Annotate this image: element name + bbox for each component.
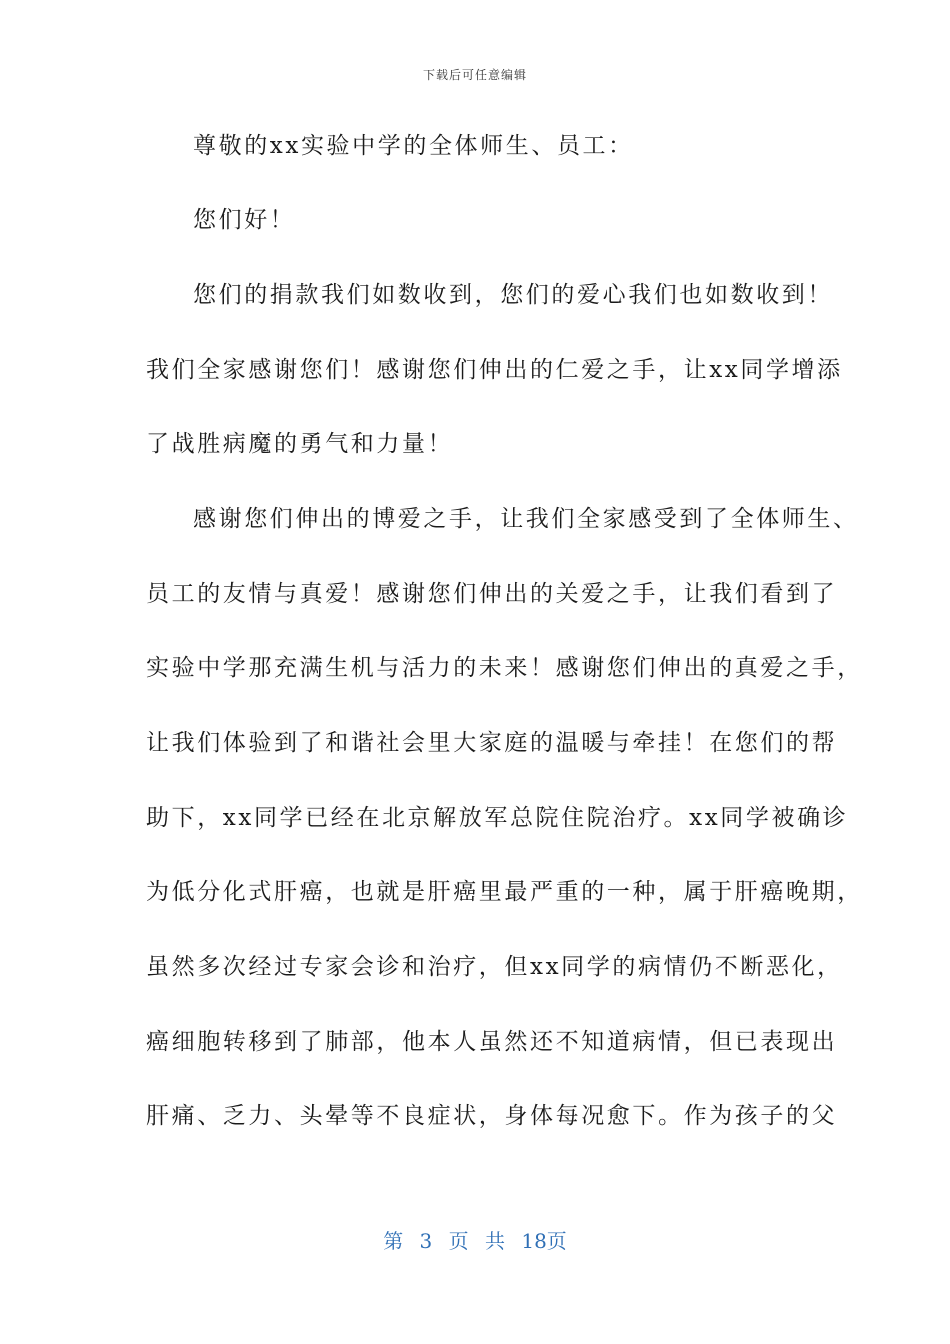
body-line: 实验中学那充满生机与活力的未来！感谢您们伸出的真爱之手， [146, 655, 863, 681]
body-line: 为低分化式肝癌，也就是肝癌里最严重的一种，属于肝癌晚期， [146, 879, 863, 905]
body-line: 让我们体验到了和谐社会里大家庭的温暖与牵挂！在您们的帮 [146, 730, 838, 756]
body-line: 您们的捐款我们如数收到，您们的爱心我们也如数收到！ [193, 282, 833, 308]
body-line: 肝痛、乏力、头晕等不良症状，身体每况愈下。作为孩子的父 [146, 1103, 838, 1129]
body-line: 助下，xx同学已经在北京解放军总院住院治疗。xx同学被确诊 [146, 805, 849, 831]
salutation-line: 尊敬的xx实验中学的全体师生、员工： [193, 133, 634, 159]
body-line: 癌细胞转移到了肺部，他本人虽然还不知道病情，但已表现出 [146, 1029, 838, 1055]
body-line: 感谢您们伸出的博爱之手，让我们全家感受到了全体师生、 [193, 506, 859, 532]
body-line: 虽然多次经过专家会诊和治疗，但xx同学的病情仍不断恶化， [146, 954, 843, 980]
page-header: 下载后可任意编辑 [422, 68, 527, 82]
body-line: 员工的友情与真爱！感谢您们伸出的关爱之手，让我们看到了 [146, 581, 838, 607]
greeting-line: 您们好！ [193, 207, 296, 233]
page-number-footer: 第 3 页 共 18页 [383, 1229, 567, 1253]
body-line: 了战胜病魔的勇气和力量！ [146, 431, 454, 457]
body-line: 我们全家感谢您们！感谢您们伸出的仁爱之手，让xx同学增添 [146, 357, 843, 383]
